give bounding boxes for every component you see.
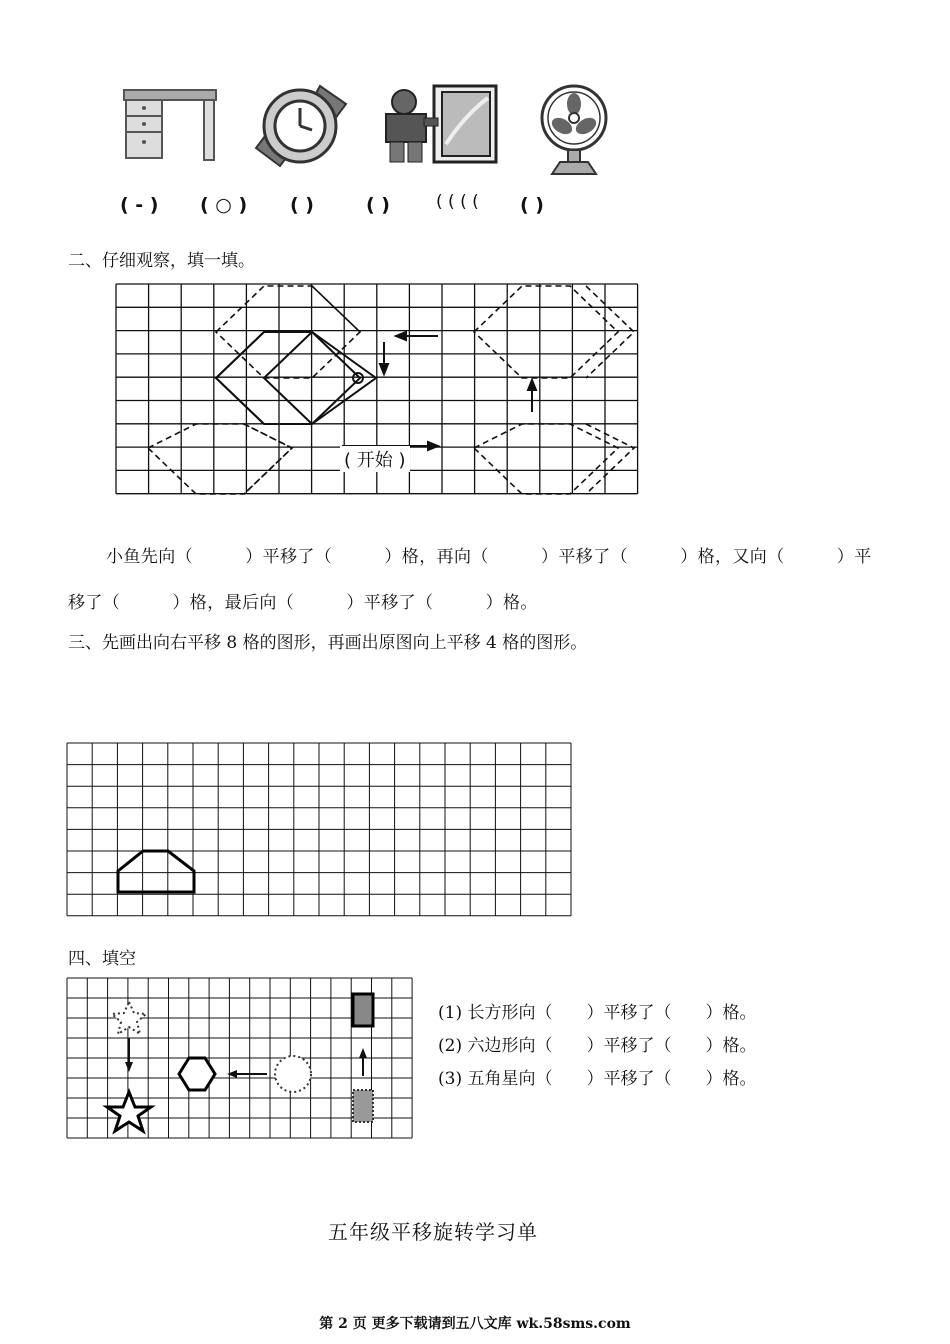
answer-desk[interactable]: ( - ) bbox=[120, 194, 159, 216]
question-line-2: 移了（ ）格，最后向（ ）平移了（ ）格。 bbox=[68, 593, 538, 613]
dotted-rectangle bbox=[353, 1090, 373, 1122]
fill-item-2: (2) 六边形向（ ）平移了（ ）格。 bbox=[438, 1036, 757, 1056]
fill-item-1: (1) 长方形向（ ）平移了（ ）格。 bbox=[438, 1003, 757, 1023]
house-shape bbox=[118, 851, 194, 892]
window-icon bbox=[376, 84, 500, 166]
desk-icon bbox=[120, 86, 220, 164]
section3-heading: 三、先画出向右平移 8 格的图形，再画出原图向上平移 4 格的图形。 bbox=[68, 633, 588, 653]
page-footer: 第 2 页 更多下载请到五八文库 wk.58sms.com bbox=[319, 1316, 631, 1332]
translation-grid[interactable] bbox=[67, 743, 573, 918]
answer-extra: ( ( ( ( bbox=[436, 192, 479, 212]
next-page-title: 五年级平移旋转学习单 bbox=[328, 1220, 538, 1244]
answer-watch[interactable]: ( ○ ) bbox=[200, 194, 248, 216]
fill-item-3: (3) 五角星向（ ）平移了（ ）格。 bbox=[438, 1069, 757, 1089]
answer-fan[interactable]: ( ) bbox=[366, 194, 390, 216]
answer-window[interactable]: ( ) bbox=[290, 194, 314, 216]
section4-heading: 四、填空 bbox=[68, 949, 136, 969]
dotted-star bbox=[112, 1002, 146, 1034]
section2-heading: 二、仔细观察，填一填。 bbox=[68, 251, 255, 271]
fan-icon bbox=[536, 84, 612, 176]
hexagon bbox=[179, 1058, 215, 1090]
grey-rectangle bbox=[353, 994, 373, 1026]
watch-icon bbox=[250, 80, 354, 172]
shapes-grid bbox=[67, 978, 415, 1140]
answer-last[interactable]: ( ) bbox=[520, 194, 544, 216]
dotted-circle bbox=[275, 1056, 311, 1092]
question-line-1: 小鱼先向（ ）平移了（ ）格，再向（ ）平移了（ ）格，又向（ ）平 bbox=[106, 547, 872, 567]
start-label: ( 开始 ) bbox=[340, 446, 410, 472]
